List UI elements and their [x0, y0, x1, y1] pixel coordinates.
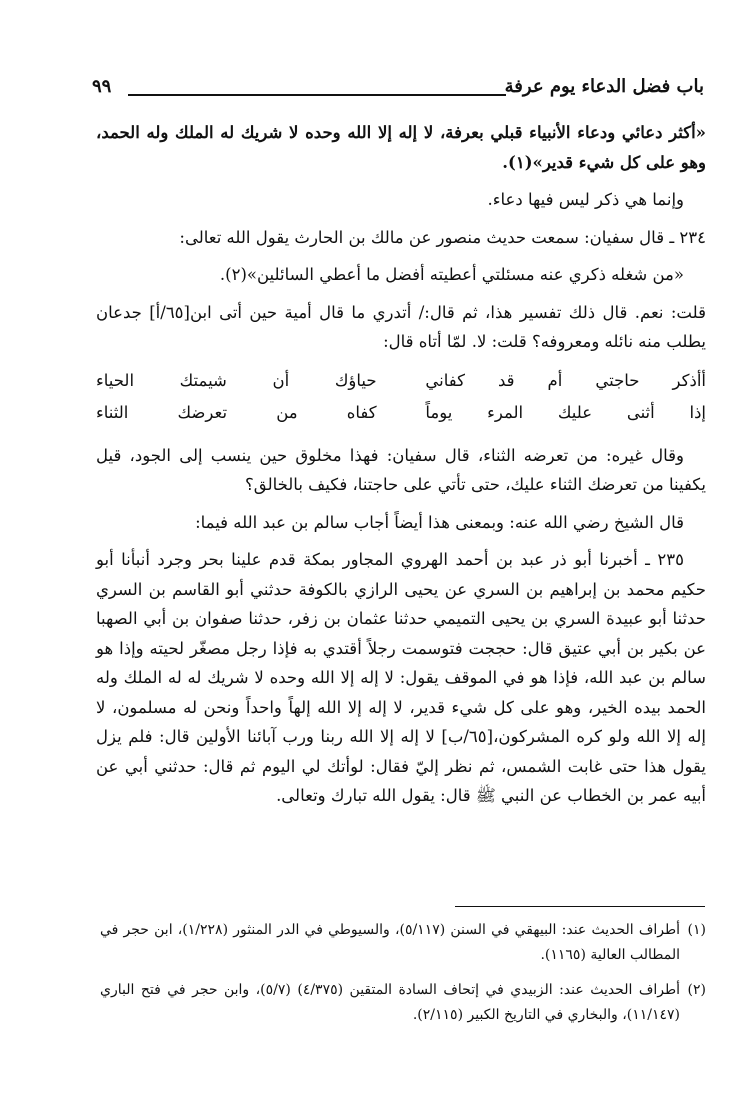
page-header [92, 74, 704, 108]
footnote-text: أطراف الحديث عند: البيهقي في السنن (٥/١١٧)، والسيوطي في الدر المنثور (١/٢٢٨)، ابن حجر في المطالب العالية (١١٦٥). [100, 922, 680, 963]
page-number: ٩٩ [92, 76, 112, 97]
paragraph: قال الشيخ رضي الله عنه: وبمعنى هذا أيضاً أجاب سالم بن عبد الله فيما: [195, 512, 684, 532]
paragraph: قلت: نعم. قال ذلك تفسير هذا، ثم قال:/ أتدري ما قال أمية حين أتى ابن[٦٥/أ] جدعان يطلب منه نائله ومعروفه؟ قلت: لا. لمّا أتاه قال: [96, 302, 706, 351]
poetry-block [96, 365, 706, 429]
verse-line [96, 365, 706, 397]
footnote-text: أطراف الحديث عند: الزبيدي في إتحاف السادة المتقين (٤/٣٧٥) (٥/٧)، وابن حجر في فتح الباري (١١/١٤٧)، والبخاري في التاريخ الكبير (٢/١١٥). [100, 982, 681, 1023]
hadith-quote: «من شغله ذكري عنه مسئلتي أعطيته أفضل ما أعطي السائلين»(٢). [219, 265, 684, 284]
footnote-number: (٢) [687, 982, 706, 998]
verse-first-hemistich: أأذكر حاجتي أم قد كفاني [425, 370, 706, 390]
paragraph: وقال غيره: من تعرضه الثناء، قال سفيان: فهذا مخلوق حين ينسب إلى الجود، قيل يكفينا من تعرضك الثناء عليك، حتى تأتي على حاجتنا، فكيف بالخالق؟ [96, 445, 706, 494]
main-text [96, 118, 706, 819]
footnote [100, 978, 706, 1028]
hadith-quote: «أكثر دعائي ودعاء الأنبياء قبلي بعرفة، لا إله إلا الله وحده لا شريك له الملك وله الحمد، وهو على كل شيء قدير»(١). [96, 123, 706, 172]
header-rule [128, 94, 506, 96]
footnotes [100, 918, 706, 1038]
verse-line [96, 397, 706, 429]
footnote-rule [455, 906, 705, 907]
verse-second-hemistich: كفاه من تعرضك الثناء [96, 402, 377, 422]
footnote-number: (١) [687, 922, 706, 938]
verse-second-hemistich: حياؤك أن شيمتك الحياء [96, 370, 377, 390]
paragraph: ٢٣٥ ـ أخبرنا أبو ذر عبد بن أحمد الهروي المجاور بمكة قدم علينا بحر وجرد أنبأنا أبو حكيم محمد بن إبراهيم بن السري عن يحيى الرازي بالكوفة حدثني أبو القاسم بن السري حدثنا أبو عبيدة السري بن يحيى التميمي حدثنا عثمان بن زفر، حدثنا صفوان بن أبي الصهبا عن بكير بن أبي عتيق قال: حججت فتوسمت رجلاً أقتدي به فإذا رجل مصغّر لحيته وإذا هو سالم بن عبد الله، فإذا هو في الموقف يقول: لا إله إلا الله وحده لا شريك له له الملك وله الحمد بيده الخير، وهو على كل شيء قدير، لا إله إلا الله إلهاً واحداً ونحن له مسلمون، لا إله إلا الله ولو كره المشركون،[٦٥/ب] لا إله إلا الله ربنا ورب آبائنا الأولين قال: فلم يزل يقول هذا حتى غابت الشمس، ثم نظر إليّ فقال: لوأتك لي اليوم ثم قال: حدثني أبي عن أبيه عمر بن الخطاب عن النبي ﷺ قال: يقول الله تبارك وتعالى. [96, 550, 707, 805]
chapter-title: باب فضل الدعاء يوم عرفة [504, 76, 704, 97]
paragraph: ٢٣٤ ـ قال سفيان: سمعت حديث منصور عن مالك بن الحارث يقول الله تعالى: [179, 227, 706, 247]
footnote [100, 918, 706, 968]
paragraph: وإنما هي ذكر ليس فيها دعاء. [487, 190, 684, 209]
verse-first-hemistich: إذا أثنى عليك المرء يوماً [425, 402, 706, 422]
